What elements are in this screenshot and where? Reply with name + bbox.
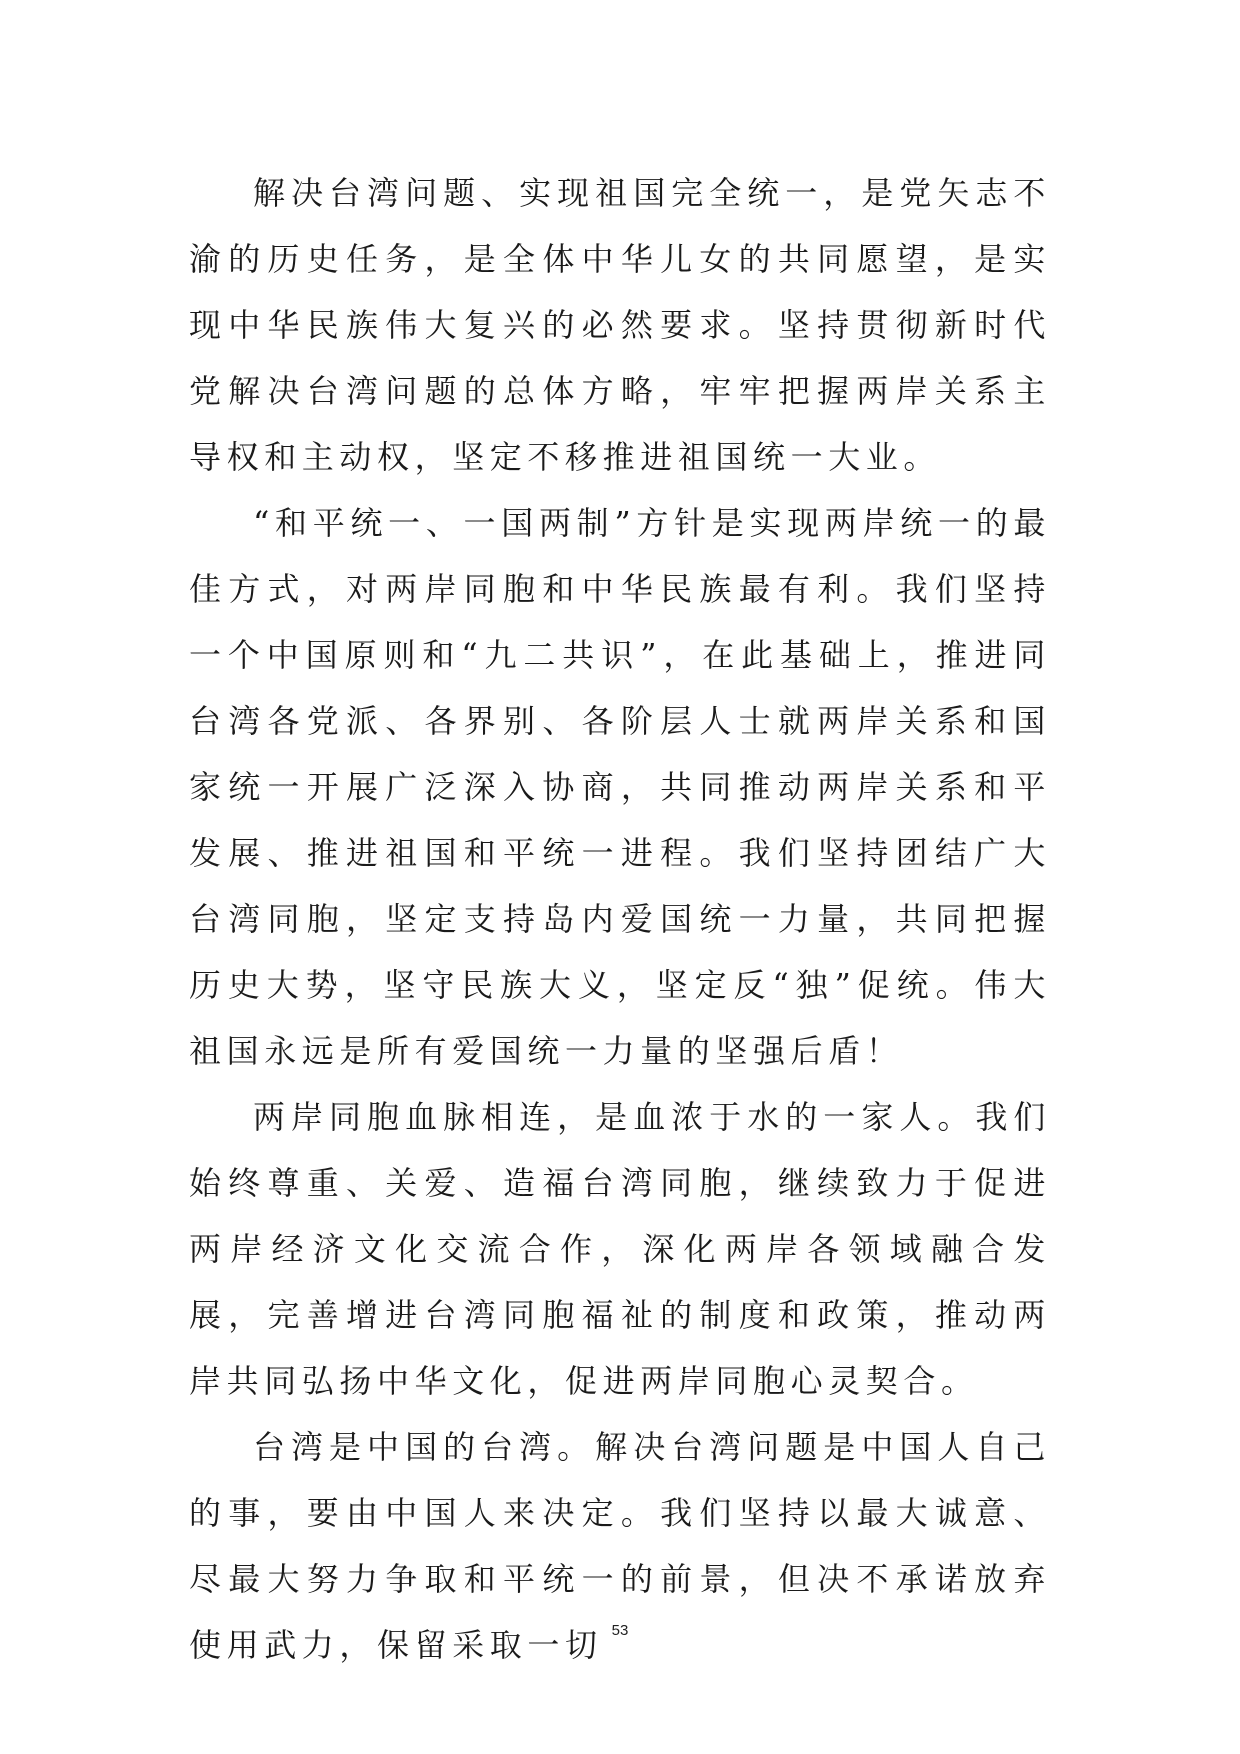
body-text — [189, 160, 1051, 1678]
paragraph-2: “和平统一、一国两制”方针是实现两岸统一的最佳方式，对两岸同胞和中华民族最有利。我们坚持一个中国原则和“九二共识”，在此基础上，推进同台湾各党派、各界别、各阶层人士就两岸关系和国家统一开展广泛深入协商，共同推动两岸关系和平发展、推进祖国和平统一进程。我们坚持团结广大台湾同胞，坚定支持岛内爱国统一力量，共同把握历史大势，坚守民族大义，坚定反“独”促统。伟大祖国永远是所有爱国统一力量的坚强后盾！ — [189, 504, 1051, 1070]
page-number: 53 — [611, 1622, 629, 1639]
paragraph-4: 台湾是中国的台湾。解决台湾问题是中国人自己的事，要由中国人来决定。我们坚持以最大诚意、尽最大努力争取和平统一的前景，但决不承诺放弃使用武力，保留采取一切 — [189, 1428, 1051, 1664]
paragraph-3: 两岸同胞血脉相连，是血浓于水的一家人。我们始终尊重、关爱、造福台湾同胞，继续致力于促进两岸经济文化交流合作，深化两岸各领域融合发展，完善增进台湾同胞福祉的制度和政策，推动两岸共同弘扬中华文化，促进两岸同胞心灵契合。 — [189, 1098, 1051, 1400]
paragraph-1: 解决台湾问题、实现祖国完全统一，是党矢志不渝的历史任务，是全体中华儿女的共同愿望，是实现中华民族伟大复兴的必然要求。坚持贯彻新时代党解决台湾问题的总体方略，牢牢把握两岸关系主导权和主动权，坚定不移推进祖国统一大业。 — [189, 174, 1051, 476]
